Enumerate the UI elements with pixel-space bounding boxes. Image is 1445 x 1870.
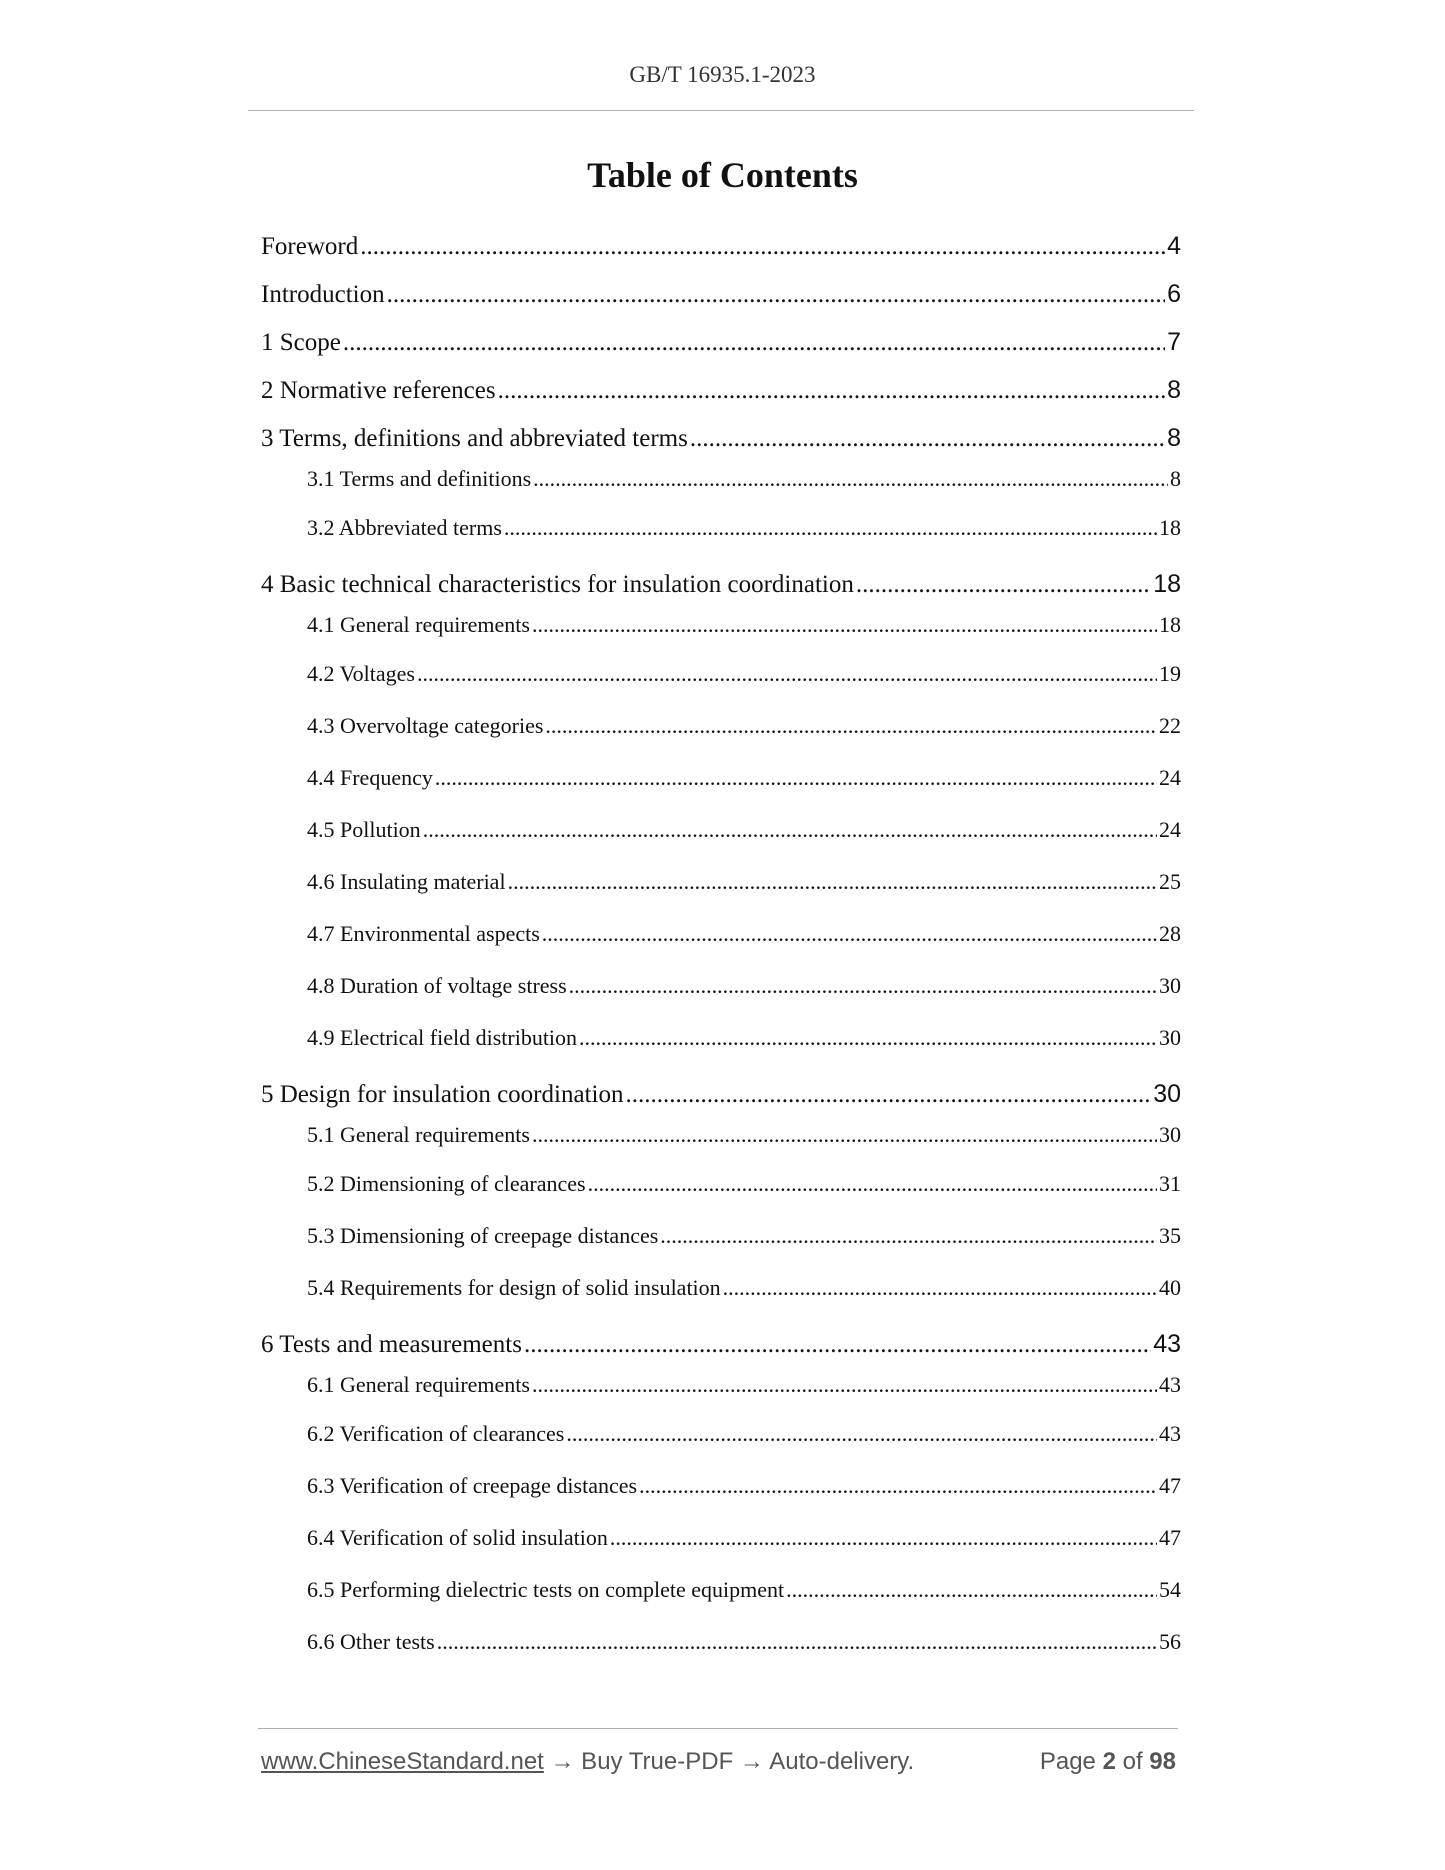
toc-entry-5-3[interactable] xyxy=(261,1210,1181,1262)
toc-entry-6-4[interactable] xyxy=(261,1512,1181,1564)
toc-entry-3-2[interactable] xyxy=(261,502,1181,560)
dot-leader xyxy=(360,223,1165,270)
toc-page: 40 xyxy=(1159,1275,1181,1300)
table-of-contents xyxy=(261,222,1181,1668)
dot-leader xyxy=(417,648,1157,700)
toc-page: 30 xyxy=(1159,973,1181,998)
toc-entry-scope[interactable] xyxy=(261,318,1181,366)
page-title: Table of Contents xyxy=(587,155,858,195)
toc-entry-6-2[interactable] xyxy=(261,1408,1181,1460)
page-current: 2 xyxy=(1102,1748,1116,1775)
dot-leader xyxy=(579,1012,1157,1064)
toc-entry-5-2[interactable] xyxy=(261,1158,1181,1210)
toc-label: Foreword xyxy=(261,233,359,260)
toc-label: 5.2 Dimensioning of clearances xyxy=(307,1171,586,1196)
dot-leader xyxy=(786,1564,1157,1616)
dot-leader xyxy=(498,367,1165,414)
page-indicator xyxy=(1040,1748,1176,1776)
toc-page: 54 xyxy=(1159,1577,1181,1602)
dot-leader xyxy=(343,319,1165,366)
toc-label: 4 Basic technical characteristics for insulation coordination xyxy=(261,571,854,598)
toc-page: 56 xyxy=(1159,1629,1181,1654)
dot-leader xyxy=(423,804,1157,856)
toc-page: 43 xyxy=(1153,1330,1181,1358)
dot-leader xyxy=(566,1408,1157,1460)
toc-page: 31 xyxy=(1159,1171,1181,1196)
toc-entry-4-4[interactable] xyxy=(261,752,1181,804)
toc-page: 7 xyxy=(1167,328,1181,356)
dot-leader xyxy=(625,1071,1151,1118)
toc-entry-4-3[interactable] xyxy=(261,700,1181,752)
toc-label: 4.6 Insulating material xyxy=(307,869,506,894)
page-total: 98 xyxy=(1149,1748,1176,1775)
toc-page: 4 xyxy=(1167,232,1181,260)
toc-label: 6.4 Verification of solid insulation xyxy=(307,1525,608,1550)
toc-label: 3.1 Terms and definitions xyxy=(307,466,532,491)
dot-leader xyxy=(532,1368,1157,1402)
dot-leader xyxy=(387,271,1166,318)
toc-page: 47 xyxy=(1159,1525,1181,1550)
toc-label: Introduction xyxy=(261,281,385,308)
footer-promo xyxy=(261,1748,914,1776)
dot-leader xyxy=(610,1512,1157,1564)
toc-page: 25 xyxy=(1159,869,1181,894)
toc-entry-4-8[interactable] xyxy=(261,960,1181,1012)
page-footer xyxy=(261,1748,1176,1776)
toc-label: 6 Tests and measurements xyxy=(261,1331,522,1358)
dot-leader xyxy=(639,1460,1157,1512)
toc-page: 24 xyxy=(1159,817,1181,842)
toc-entry-normative-references[interactable] xyxy=(261,366,1181,414)
toc-entry-6-3[interactable] xyxy=(261,1460,1181,1512)
toc-entry-6-1[interactable] xyxy=(261,1368,1181,1408)
toc-label: 6.2 Verification of clearances xyxy=(307,1421,565,1446)
toc-page: 30 xyxy=(1159,1025,1181,1050)
toc-page: 8 xyxy=(1167,424,1181,452)
toc-entry-terms[interactable] xyxy=(261,414,1181,462)
toc-page: 30 xyxy=(1153,1080,1181,1108)
toc-label: 5 Design for insulation coordination xyxy=(261,1081,624,1108)
toc-label: 4.7 Environmental aspects xyxy=(307,921,540,946)
toc-page: 43 xyxy=(1159,1421,1181,1446)
toc-entry-4-5[interactable] xyxy=(261,804,1181,856)
toc-page: 19 xyxy=(1159,661,1181,686)
toc-page: 18 xyxy=(1153,570,1181,598)
dot-leader xyxy=(690,415,1165,462)
dot-leader xyxy=(504,502,1157,554)
toc-entry-6-5[interactable] xyxy=(261,1564,1181,1616)
toc-label: 6.3 Verification of creepage distances xyxy=(307,1473,638,1498)
of-word: of xyxy=(1122,1748,1143,1775)
dot-leader xyxy=(437,1616,1157,1668)
toc-entry-4-9[interactable] xyxy=(261,1012,1181,1070)
toc-entry-foreword[interactable] xyxy=(261,222,1181,270)
dot-leader xyxy=(723,1262,1157,1314)
dot-leader xyxy=(533,462,1168,496)
toc-entry-4-1[interactable] xyxy=(261,608,1181,648)
toc-entry-4-2[interactable] xyxy=(261,648,1181,700)
toc-label: 4.2 Voltages xyxy=(307,661,415,686)
toc-entry-basic-characteristics[interactable] xyxy=(261,560,1181,608)
toc-label: 4.1 General requirements xyxy=(307,612,530,637)
dot-leader xyxy=(542,908,1157,960)
dot-leader xyxy=(569,960,1157,1012)
toc-label: 5.4 Requirements for design of solid insulation xyxy=(307,1275,721,1300)
dot-leader xyxy=(545,700,1157,752)
page-word: Page xyxy=(1039,1748,1096,1775)
dot-leader xyxy=(660,1210,1157,1262)
toc-page: 24 xyxy=(1159,765,1181,790)
toc-page: 8 xyxy=(1170,466,1181,491)
promo-text: → Buy True-PDF → Auto-delivery. xyxy=(550,1748,915,1775)
toc-page: 18 xyxy=(1159,515,1181,540)
toc-entry-5-4[interactable] xyxy=(261,1262,1181,1320)
dot-leader xyxy=(856,561,1151,608)
toc-page: 30 xyxy=(1159,1122,1181,1147)
toc-page: 22 xyxy=(1159,713,1181,738)
running-header: GB/T 16935.1-2023 xyxy=(629,62,816,87)
toc-page: 18 xyxy=(1159,612,1181,637)
toc-label: 6.5 Performing dielectric tests on complete equipment xyxy=(307,1577,785,1602)
toc-page: 6 xyxy=(1167,280,1181,308)
toc-label: 4.4 Frequency xyxy=(307,765,433,790)
dot-leader xyxy=(524,1321,1151,1368)
toc-entry-4-7[interactable] xyxy=(261,908,1181,960)
toc-page: 43 xyxy=(1159,1372,1181,1397)
toc-label: 4.3 Overvoltage categories xyxy=(307,713,544,738)
dot-leader xyxy=(588,1158,1157,1210)
toc-entry-tests[interactable] xyxy=(261,1320,1181,1368)
toc-page: 47 xyxy=(1159,1473,1181,1498)
toc-entry-introduction[interactable] xyxy=(261,270,1181,318)
toc-label: 3 Terms, definitions and abbreviated terms xyxy=(261,425,688,452)
toc-label: 6.6 Other tests xyxy=(307,1629,435,1654)
dot-leader xyxy=(508,856,1157,908)
footer-divider xyxy=(258,1728,1178,1729)
toc-label: 6.1 General requirements xyxy=(307,1372,530,1397)
toc-label: 2 Normative references xyxy=(261,377,496,404)
toc-label: 5.1 General requirements xyxy=(307,1122,530,1147)
dot-leader xyxy=(435,752,1157,804)
website-link[interactable]: www.ChineseStandard.net xyxy=(261,1748,544,1775)
toc-page: 28 xyxy=(1159,921,1181,946)
toc-entry-design[interactable] xyxy=(261,1070,1181,1118)
toc-entry-4-6[interactable] xyxy=(261,856,1181,908)
dot-leader xyxy=(532,608,1157,642)
toc-entry-3-1[interactable] xyxy=(261,462,1181,502)
toc-entry-5-1[interactable] xyxy=(261,1118,1181,1158)
toc-label: 3.2 Abbreviated terms xyxy=(307,515,502,540)
dot-leader xyxy=(532,1118,1157,1152)
header-divider xyxy=(248,110,1194,111)
toc-label: 5.3 Dimensioning of creepage distances xyxy=(307,1223,659,1248)
toc-entry-6-6[interactable] xyxy=(261,1616,1181,1668)
toc-label: 4.8 Duration of voltage stress xyxy=(307,973,567,998)
toc-label: 1 Scope xyxy=(261,329,341,356)
toc-page: 8 xyxy=(1167,376,1181,404)
toc-label: 4.9 Electrical field distribution xyxy=(307,1025,578,1050)
toc-label: 4.5 Pollution xyxy=(307,817,421,842)
toc-page: 35 xyxy=(1159,1223,1181,1248)
